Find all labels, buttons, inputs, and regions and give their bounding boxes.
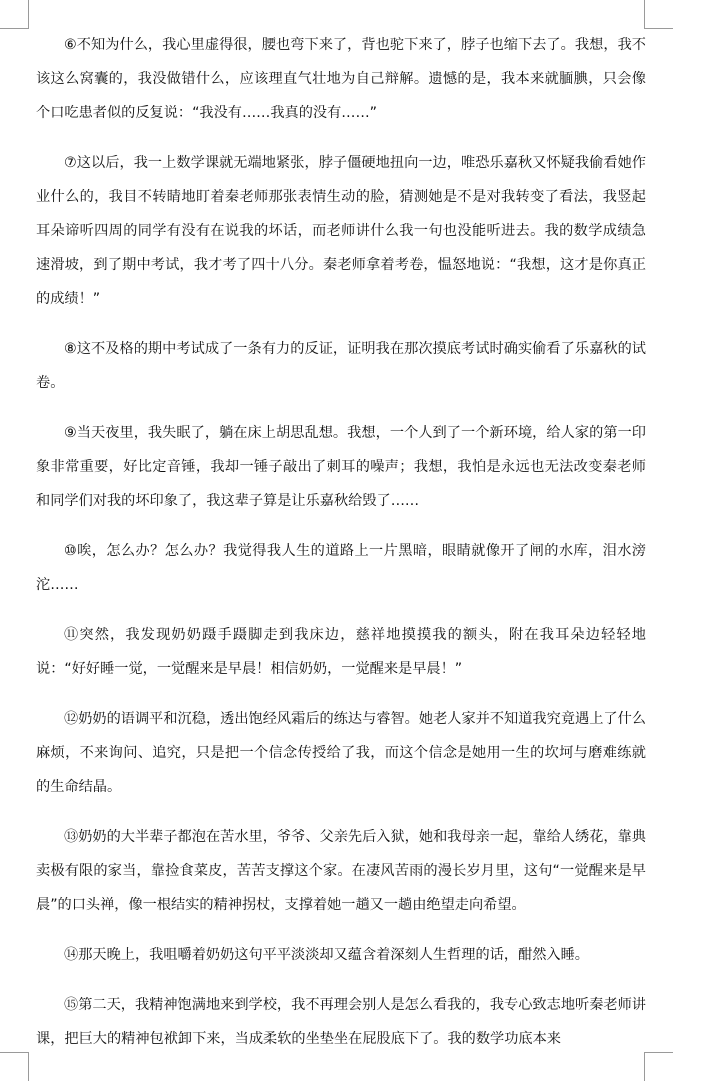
paragraph-15: ⑮第二天，我精神饱满地来到学校，我不再理会别人是怎么看我的，我专心致志地听秦老师讲课，把巨大的精神包袱卸下来，当成柔软的坐垫坐在屁股底下了。我的数学功底本来 [36,997,646,1047]
paragraph-7: ⑦这以后，我一上数学课就无端地紧张，脖子僵硬地扭向一边，唯恐乐嘉秋又怀疑我偷看她作业什么的，我目不转睛地盯着秦老师那张表情生动的脸，猜测她是不是对我转变了看法，我竖起耳朵谛听四周的同学有没有在说我的坏话，而老师讲什么我一句也没能听进去。我的数学成绩急速滑坡，到了期中考试，我才考了四十八分。秦老师拿着考卷，愠怒地说：“我想，这才是你真正的成绩！” [36,155,646,307]
paragraph-10: ⑩唉，怎么办？怎么办？我觉得我人生的道路上一片黑暗，眼睛就像开了闸的水库，泪水滂沱…… [36,543,646,593]
crop-mark-bottom-right [644,1052,673,1081]
paragraph-13: ⑬奶奶的大半辈子都泡在苦水里，爷爷、父亲先后入狱，她和我母亲一起，靠给人绣花，靠典卖极有限的家当，靠捡食菜皮，苦苦支撑这个家。在凄风苦雨的漫长岁月里，这句“一觉醒来是早晨”的口头禅，像一根结实的精神拐杖，支撑着她一趟又一趟由绝望走向希望。 [36,829,646,913]
paragraph-6: ⑥不知为什么，我心里虚得很，腰也弯下来了，背也驼下来了，脖子也缩下去了。我想，我不该这么窝囊的，我没做错什么，应该理直气壮地为自己辩解。遗憾的是，我本来就腼腆，只会像个口吃患者似的反复说：“我没有……我真的没有……” [36,37,646,121]
crop-mark-top-right [644,0,673,29]
crop-mark-bottom-left [0,1052,29,1081]
document-body [36,28,646,1072]
crop-mark-top-left [0,0,29,29]
paragraph-11: ⑪突然，我发现奶奶蹑手蹑脚走到我床边，慈祥地摸摸我的额头，附在我耳朵边轻轻地说：“好好睡一觉，一觉醒来是早晨！相信奶奶，一觉醒来是早晨！” [36,627,646,677]
paragraph-9: ⑨当天夜里，我失眠了，躺在床上胡思乱想。我想，一个人到了一个新环境，给人家的第一印象非常重要，好比定音锤，我却一锤子敲出了刺耳的噪声；我想，我怕是永远也无法改变秦老师和同学们对我的坏印象了，我这辈子算是让乐嘉秋给毁了…… [36,425,646,509]
paragraph-8: ⑧这不及格的期中考试成了一条有力的反证，证明我在那次摸底考试时确实偷看了乐嘉秋的试卷。 [36,341,646,391]
paragraph-12: ⑫奶奶的语调平和沉稳，透出饱经风霜后的练达与睿智。她老人家并不知道我究竟遇上了什么麻烦，不来询问、追究，只是把一个信念传授给了我，而这个信念是她用一生的坎坷与磨难练就的生命结晶。 [36,711,646,795]
paragraph-14: ⑭那天晚上，我咀嚼着奶奶这句平平淡淡却又蕴含着深刻人生哲理的话，酣然入睡。 [64,947,589,963]
